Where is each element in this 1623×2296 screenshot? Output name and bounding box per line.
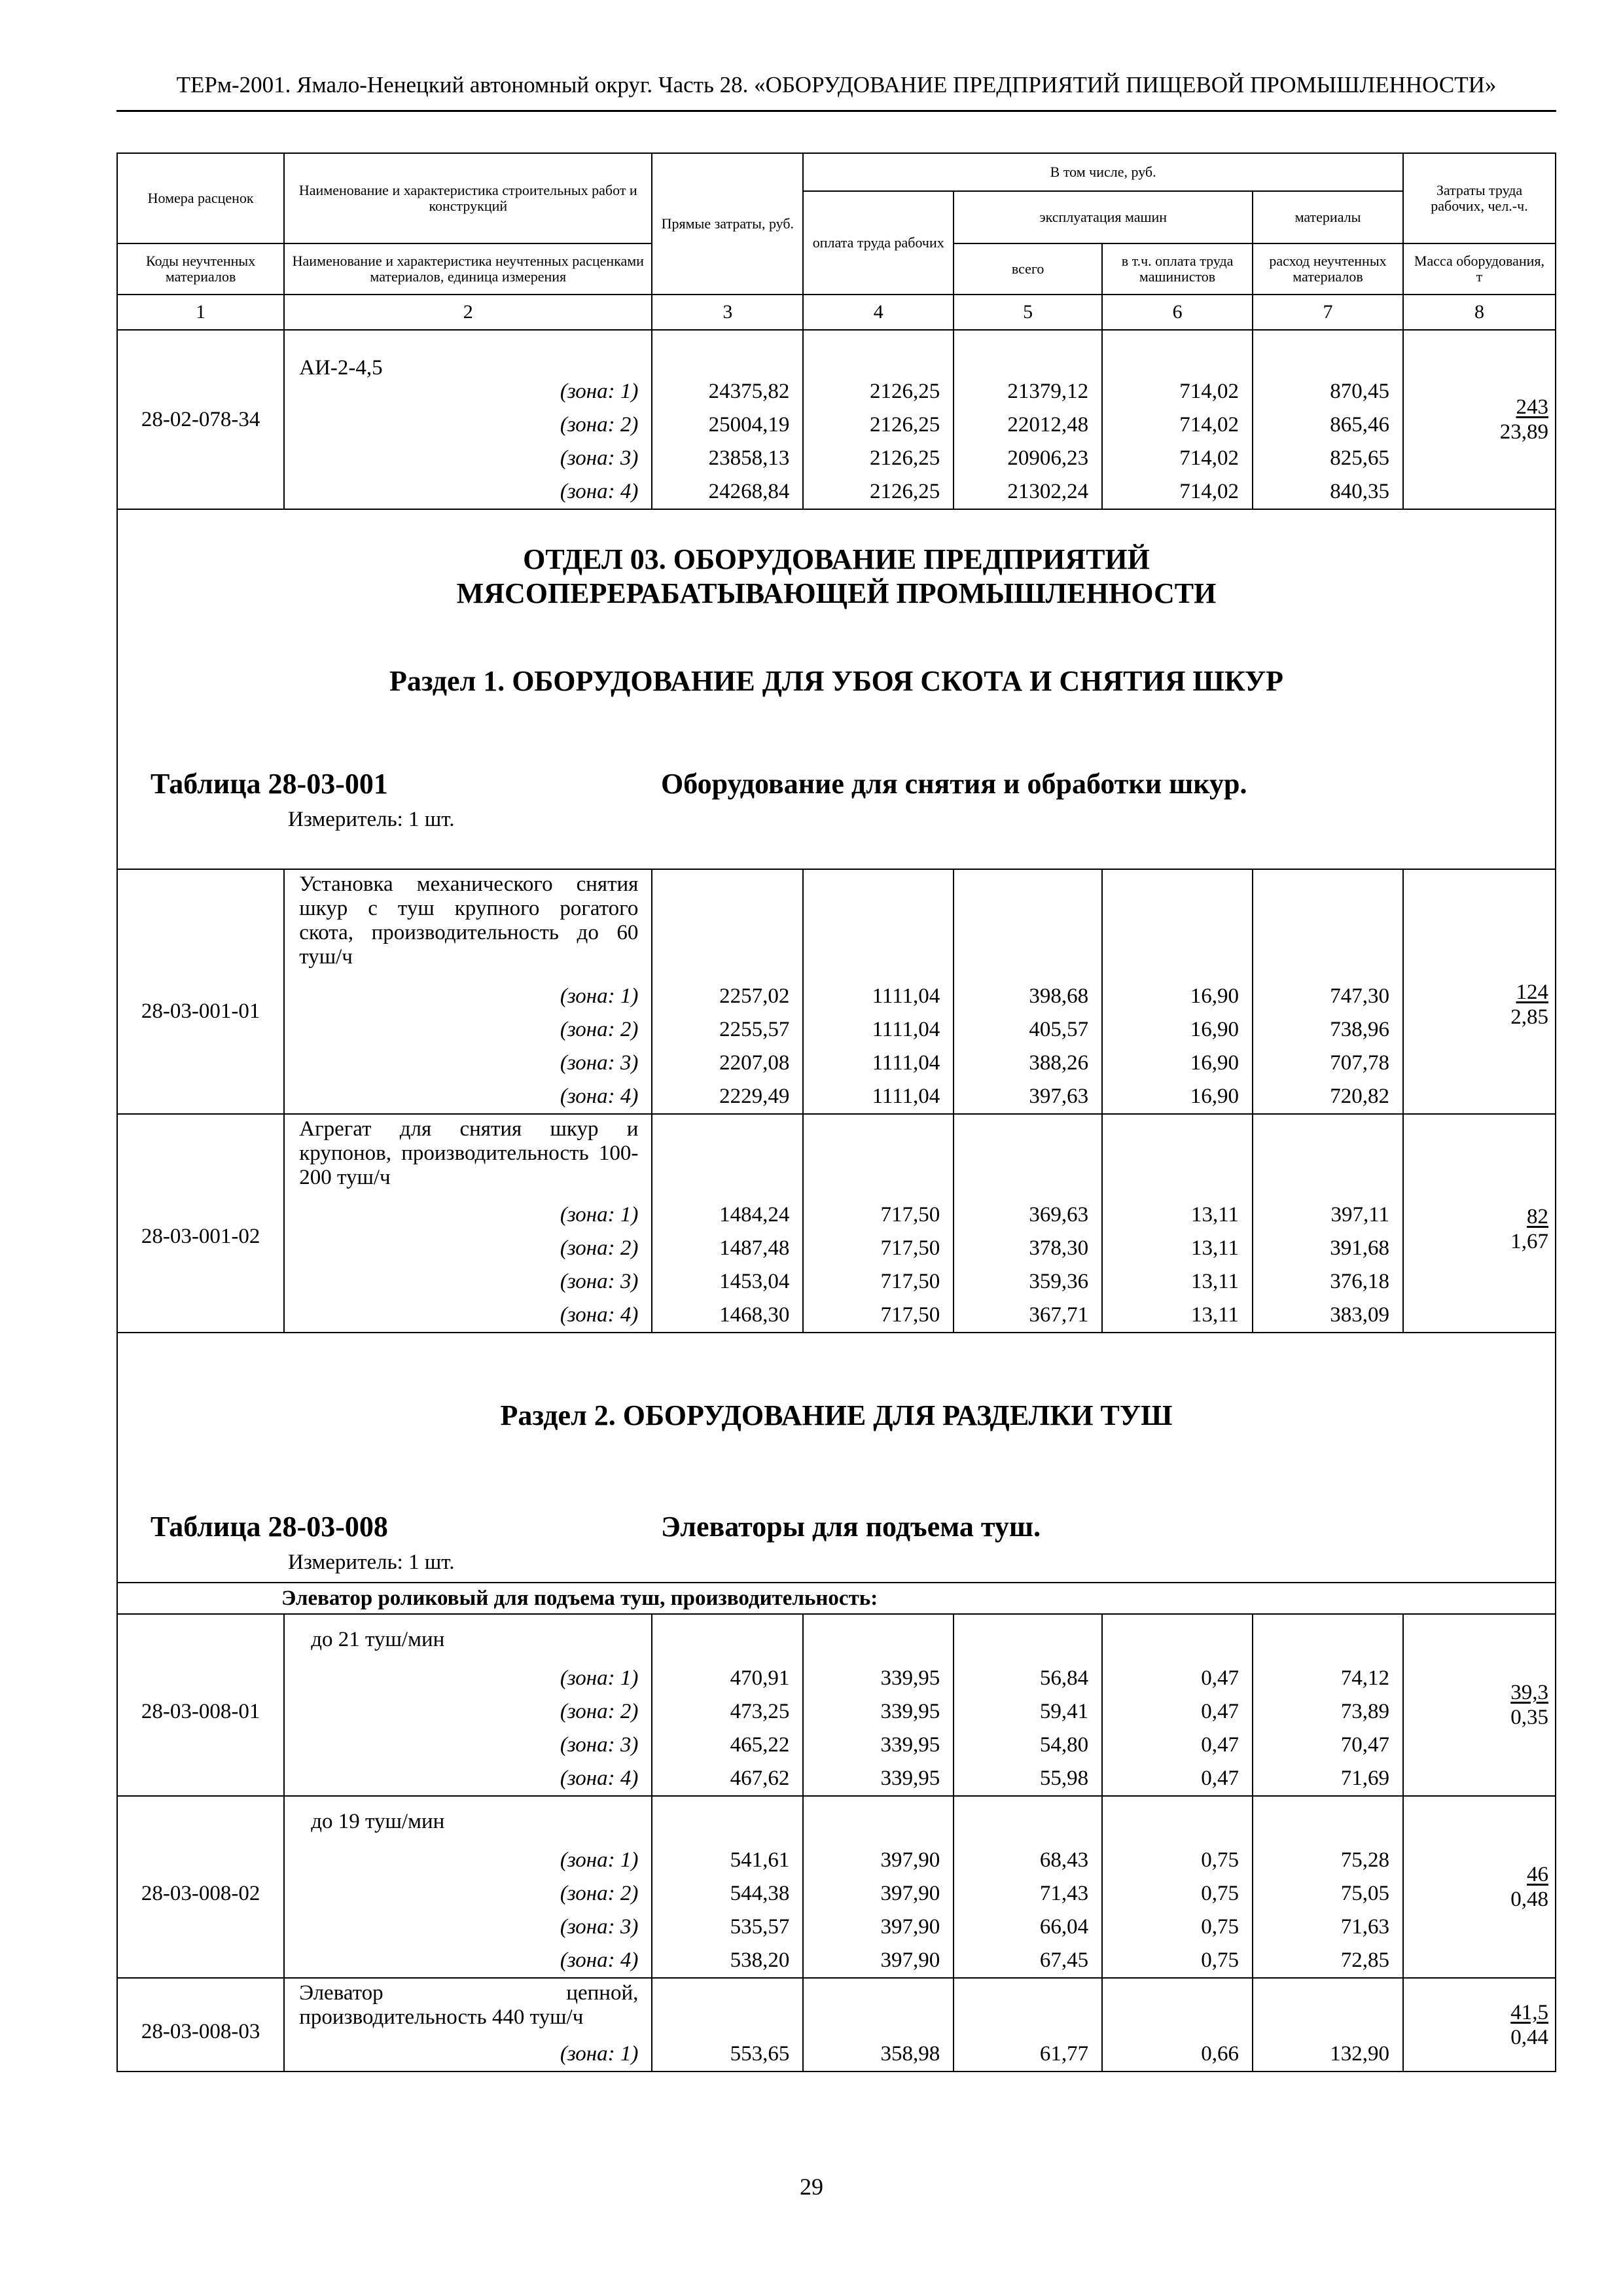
cell-spacer [810, 1115, 946, 1198]
zone-value: 13,11 [1191, 1236, 1240, 1260]
zone-value: 0,47 [1201, 1700, 1240, 1723]
zone-value: 707,78 [1330, 1051, 1389, 1075]
zone-value: 24268,84 [708, 480, 790, 503]
machines-total-cell [954, 330, 1102, 509]
zone-value: 71,43 [1039, 1882, 1089, 1905]
cell-spacer [1260, 1797, 1396, 1844]
rate-description [284, 1978, 652, 2072]
cell-spacer [810, 1797, 946, 1844]
zone-value: 68,43 [1039, 1848, 1089, 1872]
zone-value: 21302,24 [1007, 480, 1089, 503]
subhead-cell [117, 1583, 1556, 1614]
zone-value: 717,50 [880, 1270, 940, 1293]
zone-value: 24375,82 [708, 380, 790, 403]
zone-value: 20906,23 [1007, 446, 1089, 470]
direct-costs-cell [652, 1114, 803, 1333]
rate-code: 28-03-008-03 [117, 1978, 284, 2072]
labor-hours-value: 82 [1527, 1205, 1548, 1229]
cell-spacer [961, 331, 1095, 375]
zone-value: 1111,04 [872, 984, 940, 1008]
zone-value: 405,57 [1029, 1018, 1089, 1041]
head-machines: эксплуатация машин [954, 191, 1253, 243]
zone-value: 358,98 [880, 2042, 940, 2066]
zone-value: 0,75 [1201, 1948, 1240, 1972]
head-labor-hours: Затраты труда рабочих, чел.-ч. [1403, 153, 1556, 243]
col-num: 2 [284, 295, 652, 330]
zone-label: (зона: 4) [560, 1085, 639, 1108]
zone-value: 388,26 [1029, 1051, 1089, 1075]
zone-value: 0,47 [1201, 1767, 1240, 1790]
zone-label: (зона: 1) [560, 380, 639, 403]
zone-label: (зона: 2) [560, 1018, 639, 1041]
rate-row [117, 1614, 1556, 1796]
direct-costs-cell [652, 869, 803, 1114]
zone-value: 75,28 [1340, 1848, 1389, 1872]
head-direct-costs: Прямые затраты, руб. [652, 153, 803, 295]
cell-spacer [1109, 331, 1245, 375]
zone-value: 13,11 [1191, 1303, 1240, 1327]
zone-value: 717,50 [880, 1203, 940, 1227]
cell-spacer [1109, 1797, 1245, 1844]
zone-value: 0,75 [1201, 1882, 1240, 1905]
section-heading-block [117, 509, 1556, 869]
zone-value: 2126,25 [869, 380, 940, 403]
zone-label: (зона: 4) [560, 1303, 639, 1327]
zone-value: 2255,57 [719, 1018, 790, 1041]
cell-spacer [659, 1979, 796, 2037]
head-materials: материалы [1253, 191, 1403, 243]
zone-value: 714,02 [1179, 380, 1240, 403]
cell-spacer [1109, 1979, 1245, 2037]
section-row [117, 1333, 1556, 1583]
cell-spacer [1260, 870, 1396, 980]
zone-value: 2207,08 [719, 1051, 790, 1075]
rate-name: Установка механического снятия шкур с туш крупного рогатого скота, производительность до 60 туш/ч [299, 872, 639, 969]
rate-code: 28-03-008-02 [117, 1796, 284, 1978]
zone-value: 397,90 [880, 1848, 940, 1872]
cell-spacer [810, 1979, 946, 2037]
zone-label: (зона: 4) [560, 1767, 639, 1790]
labor-mass-cell [1403, 1796, 1556, 1978]
cell-spacer [961, 870, 1095, 980]
page-number: 29 [800, 2174, 823, 2200]
cell-spacer [1109, 870, 1245, 980]
head-work-name: Наименование и характеристика строительных работ и конструкций [284, 153, 652, 243]
machines-total-cell [954, 869, 1102, 1114]
zone-labels [291, 2037, 645, 2071]
zone-value: 13,11 [1191, 1270, 1240, 1293]
machinist-pay-cell [1102, 1796, 1253, 1978]
rate-description [284, 1614, 652, 1796]
rate-code: 28-03-001-01 [117, 869, 284, 1114]
zone-value: 23858,13 [708, 446, 790, 470]
zone-value: 1487,48 [719, 1236, 790, 1260]
zone-value: 1453,04 [719, 1270, 790, 1293]
zone-value: 1111,04 [872, 1051, 940, 1075]
direct-costs-cell [652, 1614, 803, 1796]
materials-cell [1253, 1796, 1403, 1978]
zone-value: 74,12 [1340, 1666, 1389, 1690]
labor-mass-cell [1403, 1978, 1556, 2072]
zone-label: (зона: 2) [560, 1236, 639, 1260]
table-2-number: Таблица 28-03-008 [151, 1511, 388, 1543]
cell-spacer [659, 1615, 796, 1662]
zone-value: 339,95 [880, 1767, 940, 1790]
zone-label: (зона: 3) [560, 1270, 639, 1293]
table-1-measure: Измеритель: 1 шт. [288, 808, 455, 831]
zone-value: 16,90 [1190, 984, 1240, 1008]
zone-value: 2257,02 [719, 984, 790, 1008]
head-unaccounted-materials: расход неучтенных материалов [1253, 243, 1403, 295]
zone-value: 339,95 [880, 1733, 940, 1757]
rate-name: Элеватор цепной, производительность 440 туш/ч [299, 1981, 639, 2029]
equipment-mass-value: 23,89 [1499, 420, 1548, 444]
labor-pay-cell [803, 330, 954, 509]
col-num: 4 [803, 295, 954, 330]
cell-spacer [659, 1797, 796, 1844]
col-num: 3 [652, 295, 803, 330]
zone-value: 73,89 [1340, 1700, 1389, 1723]
labor-pay-cell [803, 1114, 954, 1333]
head-rate-numbers: Номера расценок [117, 153, 284, 243]
zone-label: (зона: 1) [560, 1848, 639, 1872]
direct-costs-cell [652, 1796, 803, 1978]
head-labor-pay: оплата труда рабочих [803, 191, 954, 295]
zone-value: 25004,19 [708, 413, 790, 437]
zone-value: 22012,48 [1007, 413, 1089, 437]
section-2-heading: Раздел 2. ОБОРУДОВАНИЕ ДЛЯ РАЗДЕЛКИ ТУШ [500, 1399, 1173, 1431]
table-1-title: Оборудование для снятия и обработки шкур. [661, 768, 1247, 800]
labor-mass-cell [1403, 1614, 1556, 1796]
zone-value: 397,63 [1029, 1085, 1089, 1108]
section-row [117, 509, 1556, 869]
zone-label: (зона: 2) [560, 1882, 639, 1905]
zone-value: 714,02 [1179, 413, 1240, 437]
zone-value: 1111,04 [872, 1085, 940, 1108]
zone-value: 0,66 [1201, 2042, 1240, 2066]
section-1-heading: Раздел 1. ОБОРУДОВАНИЕ ДЛЯ УБОЯ СКОТА И СНЯТИЯ ШКУР [389, 665, 1284, 697]
col-num: 6 [1102, 295, 1253, 330]
zone-label: (зона: 3) [560, 1915, 639, 1939]
table-2-subhead: Элеватор роликовый для подъема туш, производительность: [281, 1586, 878, 1610]
rate-row [117, 1978, 1556, 2072]
zone-value: 465,22 [730, 1733, 790, 1757]
cell-spacer [1109, 1615, 1245, 1662]
zone-label: (зона: 2) [560, 413, 639, 437]
zone-label: (зона: 4) [560, 1948, 639, 1972]
zone-value: 21379,12 [1007, 380, 1089, 403]
cell-spacer [810, 331, 946, 375]
zone-label: (зона: 1) [560, 2042, 639, 2066]
zone-value: 470,91 [730, 1666, 790, 1690]
running-header: ТЕРм-2001. Ямало-Ненецкий автономный округ. Часть 28. «ОБОРУДОВАНИЕ ПРЕДПРИЯТИЙ ПИЩЕВОЙ ПРОМЫШЛЕННОСТИ» [176, 72, 1497, 98]
cell-spacer [1260, 1115, 1396, 1198]
rate-row [117, 1796, 1556, 1978]
rates-table [116, 152, 1556, 2072]
cell-spacer [961, 1797, 1095, 1844]
zone-value: 16,90 [1190, 1051, 1240, 1075]
equipment-mass-value: 0,44 [1510, 2025, 1548, 2049]
zone-value: 714,02 [1179, 446, 1240, 470]
zone-labels [291, 1198, 645, 1332]
rate-code: 28-03-008-01 [117, 1614, 284, 1796]
zone-value: 56,84 [1039, 1666, 1089, 1690]
zone-value: 66,04 [1039, 1915, 1089, 1939]
zone-value: 541,61 [730, 1848, 790, 1872]
labor-mass-cell [1403, 869, 1556, 1114]
materials-cell [1253, 869, 1403, 1114]
zone-value: 339,95 [880, 1666, 940, 1690]
zone-value: 747,30 [1330, 984, 1389, 1008]
rate-name: АИ-2-4,5 [299, 356, 383, 380]
zone-labels [291, 375, 645, 509]
zone-value: 13,11 [1191, 1203, 1240, 1227]
cell-spacer [961, 1615, 1095, 1662]
table-1-title-line [124, 767, 1548, 806]
cell-spacer [659, 870, 796, 980]
labor-pay-cell [803, 1614, 954, 1796]
zone-value: 714,02 [1179, 480, 1240, 503]
rate-row [117, 1114, 1556, 1333]
zone-value: 75,05 [1340, 1882, 1389, 1905]
table-2-measure: Измеритель: 1 шт. [288, 1551, 455, 1574]
head-machinist-pay: в т.ч. оплата труда машинистов [1102, 243, 1253, 295]
head-including: В том числе, руб. [803, 153, 1403, 191]
zone-value: 383,09 [1330, 1303, 1389, 1327]
rate-description [284, 330, 652, 509]
rate-description [284, 1796, 652, 1978]
cell-spacer [659, 331, 796, 375]
zone-label: (зона: 1) [560, 984, 639, 1008]
zone-value: 870,45 [1330, 380, 1389, 403]
zone-value: 70,47 [1340, 1733, 1389, 1757]
head-material-names: Наименование и характеристика неучтенных расценками материалов, единица измерения [284, 243, 652, 295]
zone-value: 538,20 [730, 1948, 790, 1972]
zone-value: 1484,24 [719, 1203, 790, 1227]
zone-value: 378,30 [1029, 1236, 1089, 1260]
equipment-mass-value: 0,48 [1510, 1888, 1548, 1911]
zone-value: 720,82 [1330, 1085, 1389, 1108]
cell-spacer [1260, 331, 1396, 375]
zone-value: 16,90 [1190, 1018, 1240, 1041]
col-num: 8 [1403, 295, 1556, 330]
zone-label: (зона: 3) [560, 446, 639, 470]
machines-total-cell [954, 1978, 1102, 2072]
zone-value: 16,90 [1190, 1085, 1240, 1108]
zone-value: 738,96 [1330, 1018, 1389, 1041]
labor-mass-cell [1403, 1114, 1556, 1333]
zone-labels [291, 980, 645, 1113]
head-equipment-mass: Масса оборудования, т [1403, 243, 1556, 295]
machines-total-cell [954, 1114, 1102, 1333]
zone-labels [291, 1662, 645, 1795]
zone-value: 840,35 [1330, 480, 1389, 503]
direct-costs-cell [652, 330, 803, 509]
cell-spacer [810, 1615, 946, 1662]
zone-value: 2126,25 [869, 446, 940, 470]
col-num: 1 [117, 295, 284, 330]
labor-pay-cell [803, 869, 954, 1114]
machinist-pay-cell [1102, 869, 1253, 1114]
zone-value: 55,98 [1039, 1767, 1089, 1790]
machinist-pay-cell [1102, 1114, 1253, 1333]
zone-value: 397,11 [1330, 1203, 1389, 1227]
labor-hours-value: 39,3 [1510, 1681, 1548, 1704]
cell-spacer [1260, 1979, 1396, 2037]
rate-code: 28-03-001-02 [117, 1114, 284, 1333]
department-heading: ОТДЕЛ 03. ОБОРУДОВАНИЕ ПРЕДПРИЯТИЙ МЯСОПЕРЕРАБАТЫВАЮЩЕЙ ПРОМЫШЛЕННОСТИ [456, 543, 1217, 609]
zone-value: 2126,25 [869, 480, 940, 503]
rate-name: Агрегат для снятия шкур и крупонов, производительность 100-200 туш/ч [299, 1117, 639, 1189]
table-2-title-line [124, 1510, 1548, 1549]
labor-pay-cell [803, 1978, 954, 2072]
zone-value: 339,95 [880, 1700, 940, 1723]
col-num: 5 [954, 295, 1102, 330]
zone-value: 59,41 [1039, 1700, 1089, 1723]
materials-cell [1253, 1614, 1403, 1796]
zone-value: 67,45 [1039, 1948, 1089, 1972]
zone-value: 717,50 [880, 1303, 940, 1327]
rate-description [284, 1114, 652, 1333]
zone-value: 397,90 [880, 1948, 940, 1972]
zone-value: 54,80 [1039, 1733, 1089, 1757]
rate-row [117, 330, 1556, 509]
zone-value: 535,57 [730, 1915, 790, 1939]
zone-value: 397,90 [880, 1882, 940, 1905]
rate-description [284, 869, 652, 1114]
zone-value: 376,18 [1330, 1270, 1389, 1293]
zone-value: 473,25 [730, 1700, 790, 1723]
zone-value: 359,36 [1029, 1270, 1089, 1293]
zone-value: 1468,30 [719, 1303, 790, 1327]
zone-value: 367,71 [1029, 1303, 1089, 1327]
cell-spacer [961, 1115, 1095, 1198]
head-machines-total: всего [954, 243, 1102, 295]
subhead-row [117, 1583, 1556, 1614]
zone-value: 369,63 [1029, 1203, 1089, 1227]
zone-value: 61,77 [1039, 2042, 1089, 2066]
zone-value: 1111,04 [872, 1018, 940, 1041]
cell-spacer [659, 1115, 796, 1198]
zone-value: 544,38 [730, 1882, 790, 1905]
rate-code: 28-02-078-34 [117, 330, 284, 509]
zone-label: (зона: 4) [560, 480, 639, 503]
labor-hours-value: 243 [1516, 395, 1548, 419]
zone-value: 0,75 [1201, 1915, 1240, 1939]
machinist-pay-cell [1102, 1978, 1253, 2072]
zone-label: (зона: 1) [560, 1666, 639, 1690]
zone-labels [291, 1844, 645, 1977]
equipment-mass-value: 0,35 [1510, 1706, 1548, 1729]
materials-cell [1253, 1114, 1403, 1333]
labor-hours-value: 46 [1527, 1863, 1548, 1886]
machines-total-cell [954, 1796, 1102, 1978]
zone-value: 553,65 [730, 2042, 790, 2066]
zone-value: 71,69 [1340, 1767, 1389, 1790]
zone-value: 717,50 [880, 1236, 940, 1260]
zone-value: 71,63 [1340, 1915, 1389, 1939]
zone-value: 398,68 [1029, 984, 1089, 1008]
table-2-title: Элеваторы для подъема туш. [661, 1511, 1041, 1543]
machines-total-cell [954, 1614, 1102, 1796]
zone-value: 2229,49 [719, 1085, 790, 1108]
labor-hours-value: 124 [1516, 980, 1548, 1004]
cell-spacer [1109, 1115, 1245, 1198]
machinist-pay-cell [1102, 1614, 1253, 1796]
rate-row [117, 869, 1556, 1114]
zone-value: 397,90 [880, 1915, 940, 1939]
materials-cell [1253, 1978, 1403, 2072]
labor-hours-value: 41,5 [1510, 2000, 1548, 2024]
zone-value: 2126,25 [869, 413, 940, 437]
header-rule [116, 110, 1556, 112]
table-1-number: Таблица 28-03-001 [151, 768, 388, 800]
machinist-pay-cell [1102, 330, 1253, 509]
equipment-mass-value: 1,67 [1510, 1230, 1548, 1253]
zone-value: 825,65 [1330, 446, 1389, 470]
zone-value: 467,62 [730, 1767, 790, 1790]
rate-name: до 21 туш/мин [311, 1628, 445, 1651]
head-material-codes: Коды неучтенных материалов [117, 243, 284, 295]
zone-label: (зона: 3) [560, 1733, 639, 1757]
cell-spacer [1260, 1615, 1396, 1662]
zone-value: 0,47 [1201, 1666, 1240, 1690]
zone-value: 132,90 [1330, 2042, 1389, 2066]
section-heading-block [117, 1333, 1556, 1583]
zone-label: (зона: 1) [560, 1203, 639, 1227]
col-num: 7 [1253, 295, 1403, 330]
equipment-mass-value: 2,85 [1510, 1005, 1548, 1029]
zone-label: (зона: 2) [560, 1700, 639, 1723]
labor-mass-cell [1403, 330, 1556, 509]
zone-value: 72,85 [1340, 1948, 1389, 1972]
zone-value: 0,47 [1201, 1733, 1240, 1757]
zone-value: 0,75 [1201, 1848, 1240, 1872]
cell-spacer [810, 870, 946, 980]
materials-cell [1253, 330, 1403, 509]
zone-label: (зона: 3) [560, 1051, 639, 1075]
zone-value: 391,68 [1330, 1236, 1389, 1260]
column-numbers-row [117, 295, 1556, 330]
zone-value: 865,46 [1330, 413, 1389, 437]
labor-pay-cell [803, 1796, 954, 1978]
direct-costs-cell [652, 1978, 803, 2072]
rate-name: до 19 туш/мин [311, 1810, 445, 1833]
cell-spacer [961, 1979, 1095, 2037]
